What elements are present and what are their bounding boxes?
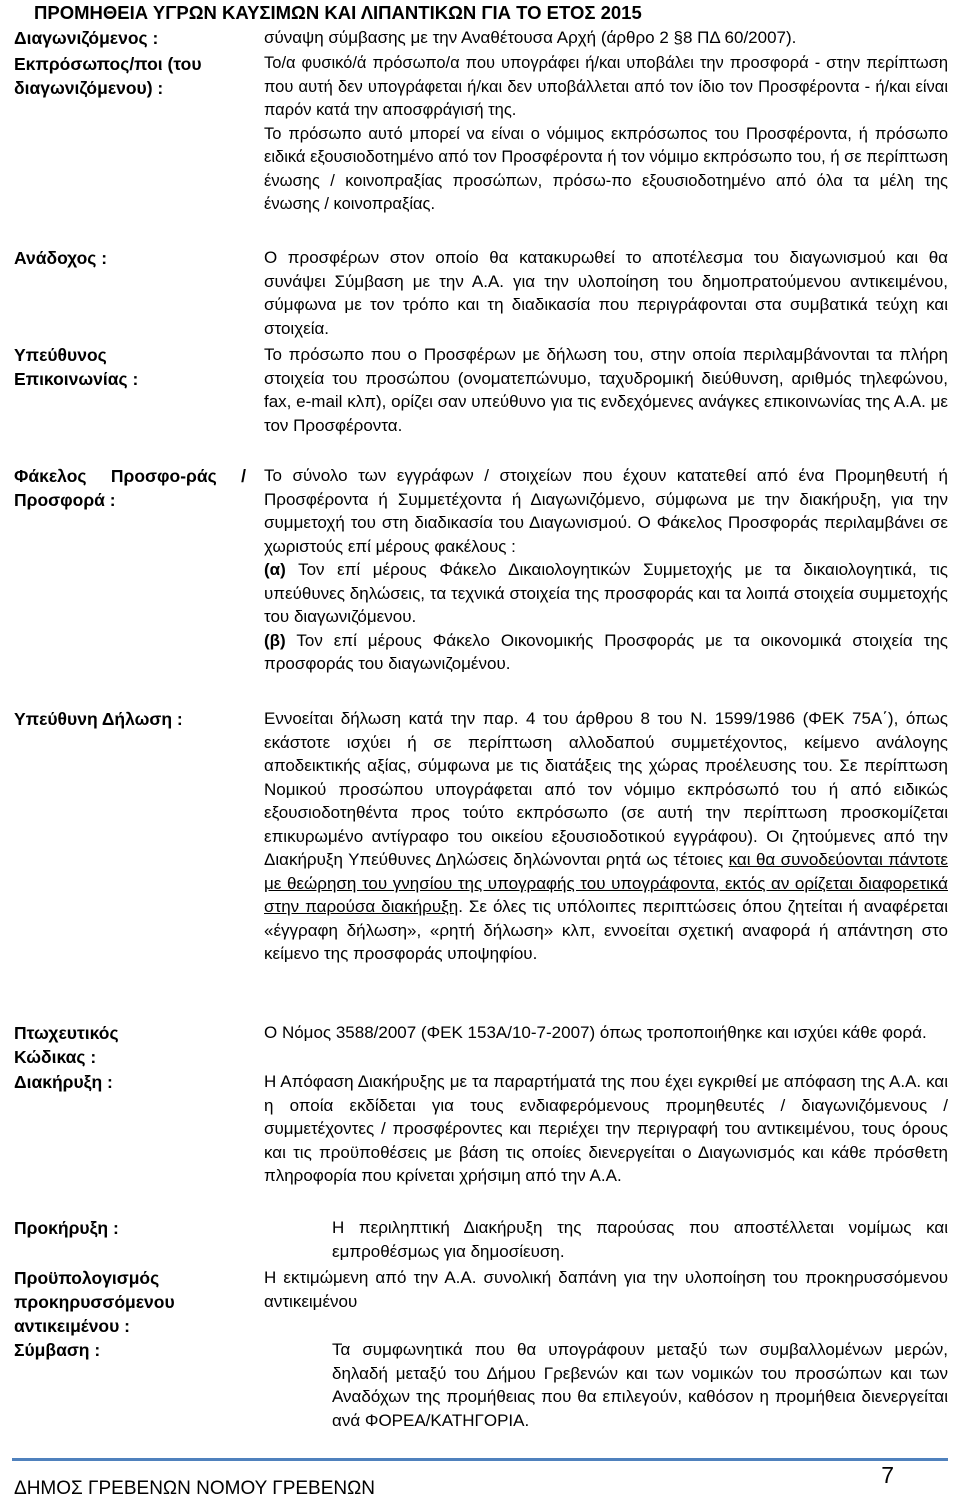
- definition-fakelos: [264, 464, 948, 676]
- definition-proypologismos: Η εκτιμώμενη από την Α.Α. συνολική δαπάνη για την υλοποίηση του προκηρυσσόμενου αντικειμένου: [264, 1268, 948, 1311]
- definition-fakelos-item-b: [264, 629, 948, 676]
- term-ekprosopos: Εκπρόσωπος/ποι (του διαγωνιζόμενου) :: [14, 54, 202, 98]
- definition-prokiryxi: Η περιληπτική Διακήρυξη της παρούσας που αποστέλλεται νομίμως και εμπροθέσμως για δημοσίευση.: [332, 1218, 948, 1261]
- dilosi-underlined-text: και θα συνοδεύονται πάντοτε με θεώρηση του γνησίου της υπογραφής του υπογράφοντα, εκτός αν ορίζεται διαφορετικά στην παρούσα διακήρυξη: [264, 850, 948, 916]
- definition-ypefthyni-dilosi: [264, 707, 948, 966]
- definition-ekprosopos-paragraph-1: Το/α φυσικό/ά πρόσωπο/α που υπογράφει ή/και υποβάλει την προσφορά - στην περίπτωση που αυτή δεν υπογράφεται ή/και δεν υποβάλλεται από τον ίδιο τον Προσφέροντα - ή/και είναι παρόν κατά την αποσφράγισή της.: [264, 54, 948, 119]
- term-anadoxos: Ανάδοχος :: [14, 248, 108, 268]
- term-ypefthyni-dilosi: Υπεύθυνη Δήλωση :: [14, 709, 183, 729]
- term-fakelos: Φάκελος Προσφο-ράς / Προσφορά :: [14, 466, 246, 510]
- item-b-label: (β): [264, 630, 286, 650]
- item-b-text: Τον επί μέρους Φάκελο Οικονομικής Προσφοράς με τα οικονομικά στοιχεία της προσφοράς του διαγωνιζομένου.: [264, 630, 948, 673]
- term-ptocheftikos: Πτωχευτικός Κώδικας :: [14, 1023, 119, 1067]
- definition-fakelos-paragraph-1: Το σύνολο των εγγράφων / στοιχείων που έχουν κατατεθεί από ένα Προμηθευτή ή Προσφέροντα ή Συμμετέχοντα ή Διαγωνιζόμενο, σύμφωνα με την διακήρυξη, για την συμμετοχή του στη διαδικασία του Διαγωνισμού. Ο Φάκελος Προσφοράς περιλαμβάνει σε χωριστούς επί μέρους φακέλους :: [264, 466, 948, 556]
- term-diagonizomenos: Διαγωνιζόμενος :: [14, 28, 159, 48]
- footer-municipality-name: ΔΗΜΟΣ ΓΡΕΒΕΝΩΝ ΝΟΜΟΥ ΓΡΕΒΕΝΩΝ: [14, 1478, 376, 1499]
- dilosi-text-1: Εννοείται δήλωση κατά την παρ. 4 του άρθρου 8 του Ν. 1599/1986 (ΦΕΚ 75Α΄), όπως εκάστοτε ισχύει ή σε περίπτωση αλλοδαπού συμμετέχοντος, κείμενο ανάλογης αποδεικτικής αξίας, σύμφωνα με τις διατάξεις της χώρας προέλευσης του. Σε περίπτωση Νομικού προσώπου υπογράφεται από τον νόμιμο εκπρόσωπό του ή από ειδικώς εξουσιοδοτηθέντα προς τούτο εκπρόσωπο (σε αυτή την περίπτωση προσκομίζεται επικυρωμένο αντίγραφο του οικείου εξουσιοδοτικού εγγράφου). Οι ζητούμενες από την Διακήρυξη Υπεύθυνες Δηλώσεις δηλώνονται ρητά ως τέτοιες: [264, 709, 948, 869]
- term-prokiryxi: Προκήρυξη :: [14, 1218, 119, 1238]
- definition-anadoxos: Ο προσφέρων στον οποίο θα κατακυρωθεί το αποτέλεσμα του διαγωνισμού και θα συνάψει Σύμβαση με την Α.Α. για την υλοποίηση του δημοπρατούμενου αντικειμένου, σύμφωνα με τον τρόπο και τη διαδικασία που περιγράφονται στα συμβατικά τεύχη και στοιχεία.: [264, 248, 948, 338]
- definition-ypefthynos: Το πρόσωπο που ο Προσφέρων με δήλωση του, στην οποία περιλαμβάνονται τα πλήρη στοιχεία του προσώπου (ονοματεπώνυμο, ταχυδρομική διεύθυνση, αριθμός τηλεφώνου, fax, e-mail κλπ), ορίζει σαν υπεύθυνο για τις ενδεχόμενες ανάγκες επικοινωνίας της Α.Α. με τον Προσφέροντα.: [264, 345, 948, 435]
- page-header-title: ΠΡΟΜΗΘΕΙΑ ΥΓΡΩΝ ΚΑΥΣΙΜΩΝ ΚΑΙ ΛΙΠΑΝΤΙΚΩΝ ΓΙΑ ΤΟ ΕΤΟΣ 2015: [34, 2, 642, 23]
- term-diakiryxi: Διακήρυξη :: [14, 1072, 113, 1092]
- page-number: 7: [881, 1462, 894, 1488]
- definition-ptocheftikos: Ο Νόμος 3588/2007 (ΦΕΚ 153Α/10-7-2007) όπως τροποποιήθηκε και ισχύει κάθε φορά.: [264, 1023, 927, 1042]
- definition-fakelos-item-a: [264, 558, 948, 629]
- term-ypefthynos: Υπεύθυνος Επικοινωνίας :: [14, 345, 139, 389]
- definition-ekprosopos-paragraph-2: Το πρόσωπο αυτό μπορεί να είναι ο νόμιμος εκπρόσωπος του Προσφέροντα, ή πρόσωπο ειδικά εξουσιοδοτημένο από τον Προσφέροντα ή τον νόμιμο εκπρόσωπο του, ή σε περίπτωση ένωσης / κοινοπραξίας προσώπων, πρόσω-πο εξουσιοδοτημένο από όλα τα μέλη της ένωσης / κοινοπραξίας.: [264, 124, 948, 213]
- definition-symvasi: Τα συμφωνητικά που θα υπογράφουν μεταξύ των συμβαλλομένων μερών, δηλαδή μεταξύ του Δήμου Γρεβενών και των νομικών του προσώπων και των Αναδόχων της προμήθειας που θα επιλεγούν, καθόσον η προμήθεια διενεργείται ανά ΦΟΡΕΑ/ΚΑΤΗΓΟΡΙΑ.: [332, 1340, 948, 1430]
- definition-ekprosopos: [264, 52, 948, 217]
- term-symvasi: Σύμβαση :: [14, 1340, 101, 1360]
- definition-diakiryxi: Η Απόφαση Διακήρυξης με τα παραρτήματά της που έχει εγκριθεί με απόφαση της Α.Α. και η οποία εκδίδεται για τους ενδιαφερόμενους προμηθευτές / διαγωνιζόμενους / συμμετέχοντες / προσφέροντες και περιέχει την περιγραφή του αντικειμένου, τους όρους και τις προϋποθέσεις με βάση τις οποίες διενεργείται ο Διαγωνισμός και κάθε πρόσθετη πληροφορία που κρίνεται χρήσιμη από την Α.Α.: [264, 1072, 948, 1185]
- definition-diagonizomenos: σύναψη σύμβασης με την Αναθέτουσα Αρχή (άρθρο 2 §8 ΠΔ 60/2007).: [264, 28, 797, 47]
- footer-divider: [12, 1458, 948, 1461]
- term-proypologismos: Προϋπολογισμός προκηρυσσόμενου αντικειμένου :: [14, 1268, 175, 1336]
- dilosi-text-2: . Σε όλες τις υπόλοιπες περιπτώσεις όπου ζητείται ή αναφέρεται «έγγραφη δήλωση», «ρητή δήλωση» κλπ, εννοείται σχετική αναφορά ή απάντηση στο κείμενο της προσφοράς υποψηφίου.: [264, 897, 948, 963]
- item-a-label: (α): [264, 560, 286, 579]
- item-a-text: Τον επί μέρους Φάκελο Δικαιολογητικών Συμμετοχής με τα δικαιολογητικά, τις υπεύθυνες δηλώσεις, τα τεχνικά στοιχεία της προσφοράς και τα λοιπά στοιχεία συμμετοχής του διαγωνιζόμενου.: [264, 560, 948, 626]
